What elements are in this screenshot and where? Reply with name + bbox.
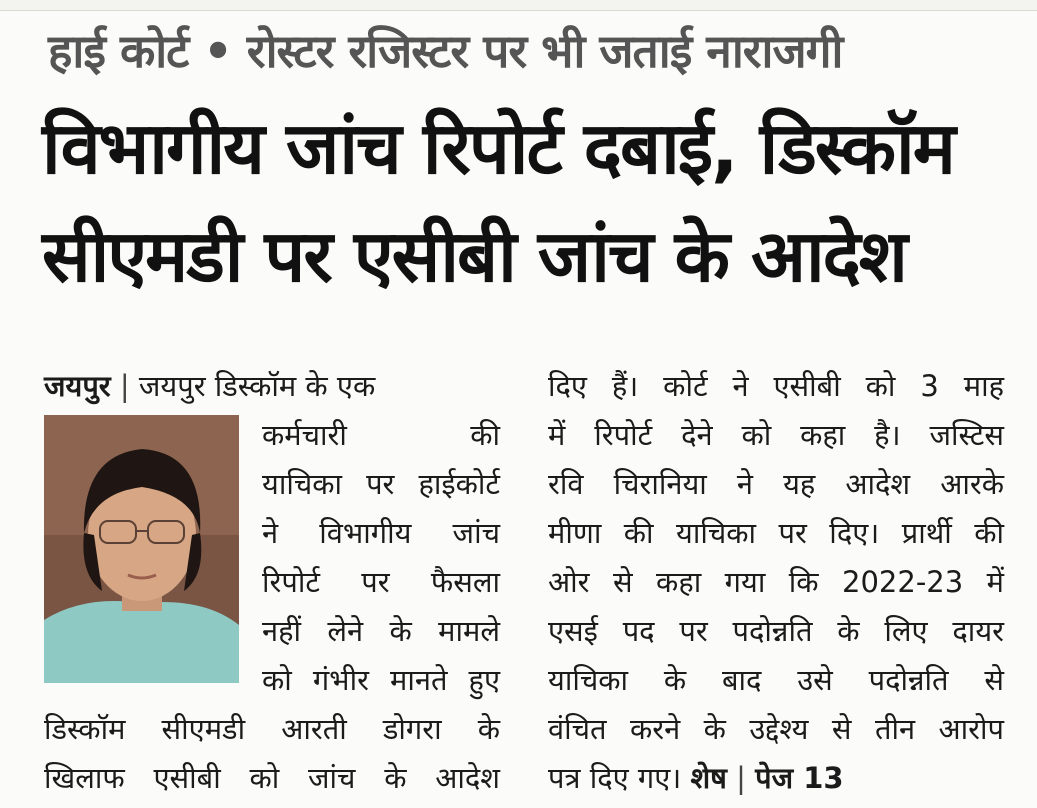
column-1-wrap-text	[262, 411, 500, 705]
text-line: याचिका के बाद उसे पदोन्नति से	[548, 663, 1004, 697]
kicker-line: हाई कोर्ट • रोस्टर रजिस्टर पर भी जताई नाराजगी	[48, 24, 843, 78]
text-line: खिलाफ एसीबी को जांच के आदेश	[44, 761, 500, 795]
text-line: नहीं लेने के मामले	[262, 614, 500, 648]
text-line: रवि चिरानिया ने यह आदेश आरके	[548, 467, 1004, 501]
text-line: वंचित करने के उद्देश्य से तीन आरोप	[548, 712, 1004, 746]
text-line: एसई पद पर पदोन्नति के लिए दायर	[548, 614, 1004, 648]
text-line: डिस्कॉम सीएमडी आरती डोगरा के	[44, 712, 500, 746]
col1-top-text: जयपुर डिस्कॉम के एक	[138, 369, 376, 403]
text-line: कर्मचारी की	[262, 418, 500, 452]
continued-page-ref[interactable]: पेज 13	[755, 761, 844, 795]
text-line: को गंभीर मानते हुए	[262, 663, 500, 697]
text-line: रिपोर्ट पर फैसला	[262, 565, 500, 599]
text-line: दिए हैं। कोर्ट ने एसीबी को 3 माह	[548, 369, 1004, 403]
text-line-last	[548, 754, 1004, 803]
dateline: जयपुर	[44, 369, 111, 403]
column-1-bottom-text	[44, 705, 500, 803]
dateline-separator: |	[119, 369, 130, 403]
text-line: ओर से कहा गया कि 2022-23 में	[548, 565, 1004, 599]
text-line: मीणा की याचिका पर दिए। प्रार्थी की	[548, 516, 1004, 550]
headline-line-1: विभागीय जांच रिपोर्ट दबाई, डिस्कॉम	[42, 106, 954, 190]
jump-separator: |	[736, 761, 746, 795]
page-top-strip	[0, 0, 1037, 11]
col2-last-text: पत्र दिए गए।	[548, 761, 682, 795]
column-2-text	[548, 362, 1004, 803]
column-1-opening	[44, 362, 500, 411]
continued-label: शेष	[690, 761, 727, 795]
headline-line-2: सीएमडी पर एसीबी जांच के आदेश	[42, 214, 906, 298]
text-line: ने विभागीय जांच	[262, 516, 500, 550]
portrait-photo	[44, 415, 239, 683]
text-line: याचिका पर हाईकोर्ट	[262, 467, 500, 501]
portrait-illustration	[44, 415, 239, 683]
text-line: में रिपोर्ट देने को कहा है। जस्टिस	[548, 418, 1004, 452]
headline	[42, 106, 1017, 328]
